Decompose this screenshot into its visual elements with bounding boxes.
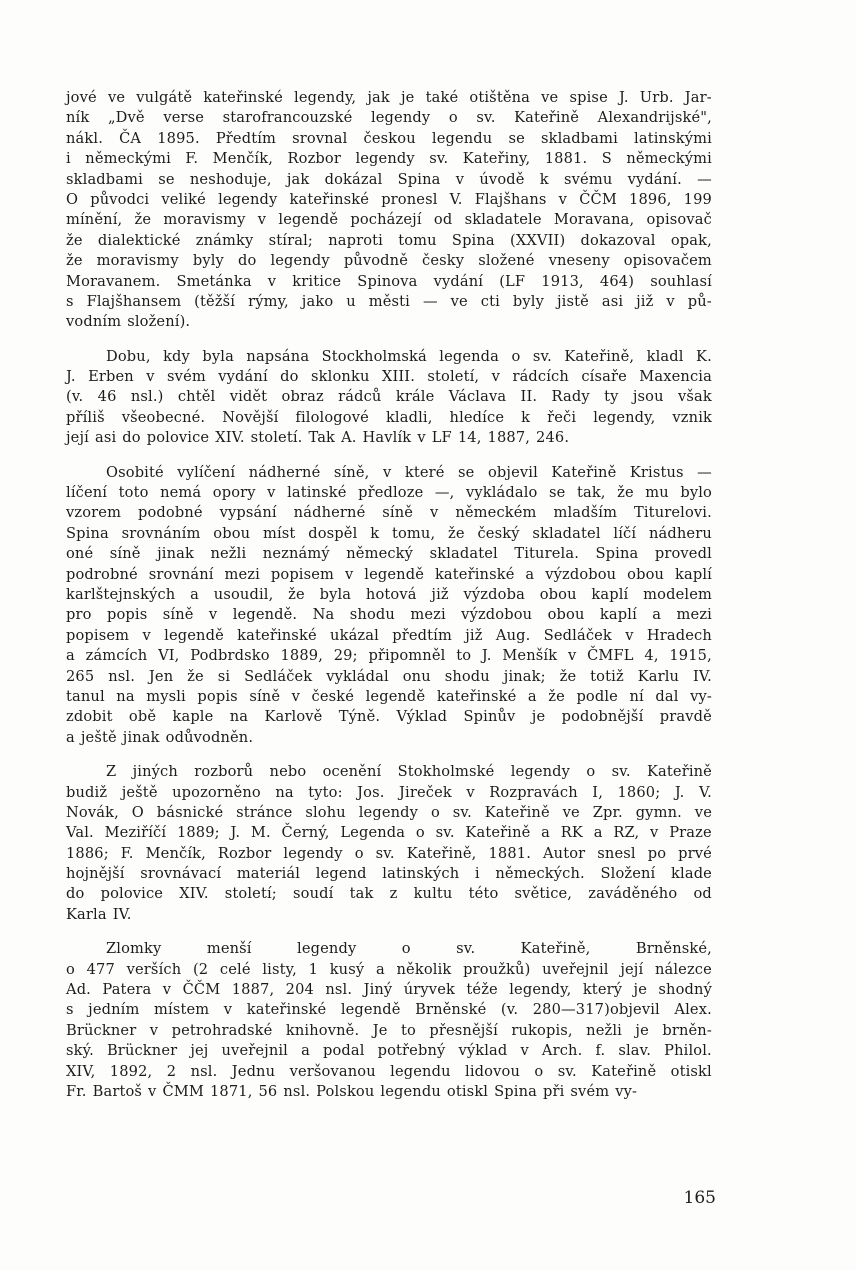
text-line — [66, 783, 712, 803]
text-line — [66, 905, 712, 925]
text-line — [66, 626, 712, 646]
line-text: karlštejnských a usoudil, že byla hotová již výzdoba obou kaplí modelem — [66, 585, 712, 603]
text-line — [66, 129, 712, 149]
text-line — [66, 1000, 712, 1020]
text-line — [66, 292, 712, 312]
text-line — [66, 408, 712, 428]
line-text: 1886; F. Menčík, Rozbor legendy o sv. Kateřině, 1881. Autor snesl po prvé — [66, 844, 712, 862]
line-text: příliš všeobecné. Novější filologové kladli, hledíce k řeči legendy, vznik — [66, 408, 712, 426]
text-line — [66, 347, 712, 367]
text-line — [66, 939, 712, 959]
text-line — [66, 272, 712, 292]
line-text: i německými F. Menčík, Rozbor legendy sv. Kateřiny, 1881. S německými — [66, 150, 712, 168]
line-text: a ještě jinak odůvodněn. — [66, 728, 254, 746]
line-text: vodním složení). — [66, 313, 191, 331]
line-text: Osobité vylíčení nádherné síně, v které se objevil Kateřině Kristus — — [106, 463, 712, 481]
paragraph — [66, 88, 712, 333]
line-text: budiž ještě upozorněno na tyto: Jos. Jireček v Rozpravách I, 1860; J. V. — [66, 783, 712, 801]
line-text: Z jiných rozborů nebo ocenění Stokholmské legendy o sv. Kateřině — [106, 763, 712, 781]
text-line — [66, 387, 712, 407]
text-line — [66, 687, 712, 707]
text-line — [66, 762, 712, 782]
text-line — [66, 149, 712, 169]
text-line — [66, 524, 712, 544]
line-text: zdobit obě kaple na Karlově Týně. Výklad Spinův je podobnější pravdě — [66, 708, 712, 726]
text-line — [66, 884, 712, 904]
text-line — [66, 108, 712, 128]
text-line — [66, 312, 712, 332]
line-text: Val. Meziříčí 1889; J. M. Černý, Legenda o sv. Kateřině a RK a RZ, v Praze — [66, 824, 712, 842]
line-text: nákl. ČA 1895. Předtím srovnal českou legendu se skladbami latinskými — [66, 129, 712, 147]
line-text: Fr. Bartoš v ČMM 1871, 56 nsl. Polskou legendu otiskl Spina při svém vy- — [66, 1082, 638, 1100]
text-line — [66, 190, 712, 210]
line-text: Moravanem. Smetánka v kritice Spinova vydání (LF 1913, 464) souhlasí — [66, 272, 712, 290]
line-text: popisem v legendě kateřinské ukázal předtím již Aug. Sedláček v Hradech — [66, 626, 712, 644]
text-line — [66, 565, 712, 585]
text-line — [66, 544, 712, 564]
line-text: mínění, že moravismy v legendě pocházejí od skladatele Moravana, opisovač — [66, 211, 712, 229]
line-text: Dobu, kdy byla napsána Stockholmská legenda o sv. Kateřině, kladl K. — [106, 347, 712, 365]
text-line — [66, 210, 712, 230]
text-line — [66, 463, 712, 483]
text-line — [66, 728, 712, 748]
line-text: Spina srovnáním obou míst dospěl k tomu, že český skladatel líčí nádheru — [66, 524, 712, 542]
line-text: do polovice XIV. století; soudí tak z kultu této světice, zaváděného od — [66, 885, 712, 903]
paragraph — [66, 347, 712, 449]
line-text: Ad. Patera v ČČM 1887, 204 nsl. Jiný úryvek téže legendy, který je shodný — [66, 981, 712, 999]
line-text: ník „Dvě verse starofrancouzské legendy o sv. Kateřině Alexandrijské", — [66, 109, 712, 127]
body-text — [66, 88, 712, 1116]
line-text: hojnější srovnávací materiál legend latinských i německých. Složení klade — [66, 865, 712, 883]
line-text: O původci veliké legendy kateřinské pronesl V. Flajšhans v ČČM 1896, 199 — [66, 190, 712, 208]
text-line — [66, 88, 712, 108]
line-text: jové ve vulgátě kateřinské legendy, jak je také otištěna ve spise J. Urb. Jar- — [66, 89, 712, 106]
line-text: 265 nsl. Jen že si Sedláček vykládal onu shodu jinak; že totiž Karlu IV. — [66, 667, 712, 685]
text-line — [66, 585, 712, 605]
text-line — [66, 1041, 712, 1061]
line-text: skladbami se neshoduje, jak dokázal Spina v úvodě k svému vydání. — — [66, 170, 712, 188]
page-number: 165 — [683, 1188, 716, 1208]
line-text: Novák, O básnické stránce slohu legendy o sv. Kateřině ve Zpr. gymn. ve — [66, 803, 712, 821]
line-text: s jedním místem v kateřinské legendě Brněnské (v. 280—317)objevil Alex. — [66, 1001, 712, 1019]
paragraph — [66, 939, 712, 1102]
line-text: a zámcích VI, Podbrdsko 1889, 29; připomněl to J. Menšík v ČMFL 4, 1915, — [66, 647, 712, 665]
text-line — [66, 646, 712, 666]
text-line — [66, 960, 712, 980]
text-line — [66, 980, 712, 1000]
line-text: líčení toto nemá opory v latinské předloze —, vykládalo se tak, že mu bylo — [66, 484, 712, 502]
line-text: XIV, 1892, 2 nsl. Jednu veršovanou legendu lidovou o sv. Kateřině otiskl — [66, 1062, 712, 1080]
line-text: pro popis síně v legendě. Na shodu mezi výzdobou obou kaplí a mezi — [66, 606, 712, 624]
paragraph — [66, 762, 712, 925]
line-text: o 477 verších (2 celé listy, 1 kusý a několik proužků) uveřejnil její nálezce — [66, 960, 712, 978]
text-line — [66, 707, 712, 727]
line-text: Karla IV. — [66, 905, 132, 923]
line-text: že moravismy byly do legendy původně česky složené vneseny opisovačem — [66, 252, 712, 270]
line-text: (v. 46 nsl.) chtěl vidět obraz rádců krále Václava II. Rady ty jsou však — [66, 388, 712, 406]
text-line — [66, 170, 712, 190]
line-text: podrobné srovnání mezi popisem v legendě kateřinské a výzdobou obou kaplí — [66, 565, 712, 583]
line-text: s Flajšhansem (těžší rýmy, jako u městi — ve cti byly jistě asi již v pů- — [66, 292, 712, 310]
text-line — [66, 1021, 712, 1041]
text-line — [66, 1082, 712, 1102]
text-line — [66, 231, 712, 251]
text-line — [66, 803, 712, 823]
text-line — [66, 483, 712, 503]
line-text: J. Erben v svém vydání do sklonku XIII. století, v rádcích císaře Maxencia — [66, 368, 712, 386]
line-text: vzorem podobné vypsání nádherné síně v německém mladším Titurelovi. — [66, 504, 712, 522]
text-line — [66, 251, 712, 271]
line-text: Zlomky menší legendy o sv. Kateřině, Brněnské, — [106, 940, 712, 958]
line-text: Brückner v petrohradské knihovně. Je to přesnější rukopis, nežli je brněn- — [66, 1021, 712, 1039]
paragraph — [66, 463, 712, 748]
line-text: ský. Brückner jej uveřejnil a podal potřebný výklad v Arch. f. slav. Philol. — [66, 1042, 712, 1060]
text-line — [66, 605, 712, 625]
line-text: tanul na mysli popis síně v české legendě kateřinské a že podle ní dal vy- — [66, 687, 712, 705]
text-line — [66, 667, 712, 687]
line-text: oné síně jinak nežli neznámý německý skladatel Titurela. Spina provedl — [66, 545, 712, 563]
text-line — [66, 844, 712, 864]
text-line — [66, 367, 712, 387]
text-line — [66, 1062, 712, 1082]
text-line — [66, 503, 712, 523]
text-line — [66, 864, 712, 884]
text-line — [66, 428, 712, 448]
line-text: její asi do polovice XIV. století. Tak A. Havlík v LF 14, 1887, 246. — [66, 429, 570, 447]
line-text: že dialektické známky stíral; naproti tomu Spina (XXVII) dokazoval opak, — [66, 231, 712, 249]
text-line — [66, 823, 712, 843]
